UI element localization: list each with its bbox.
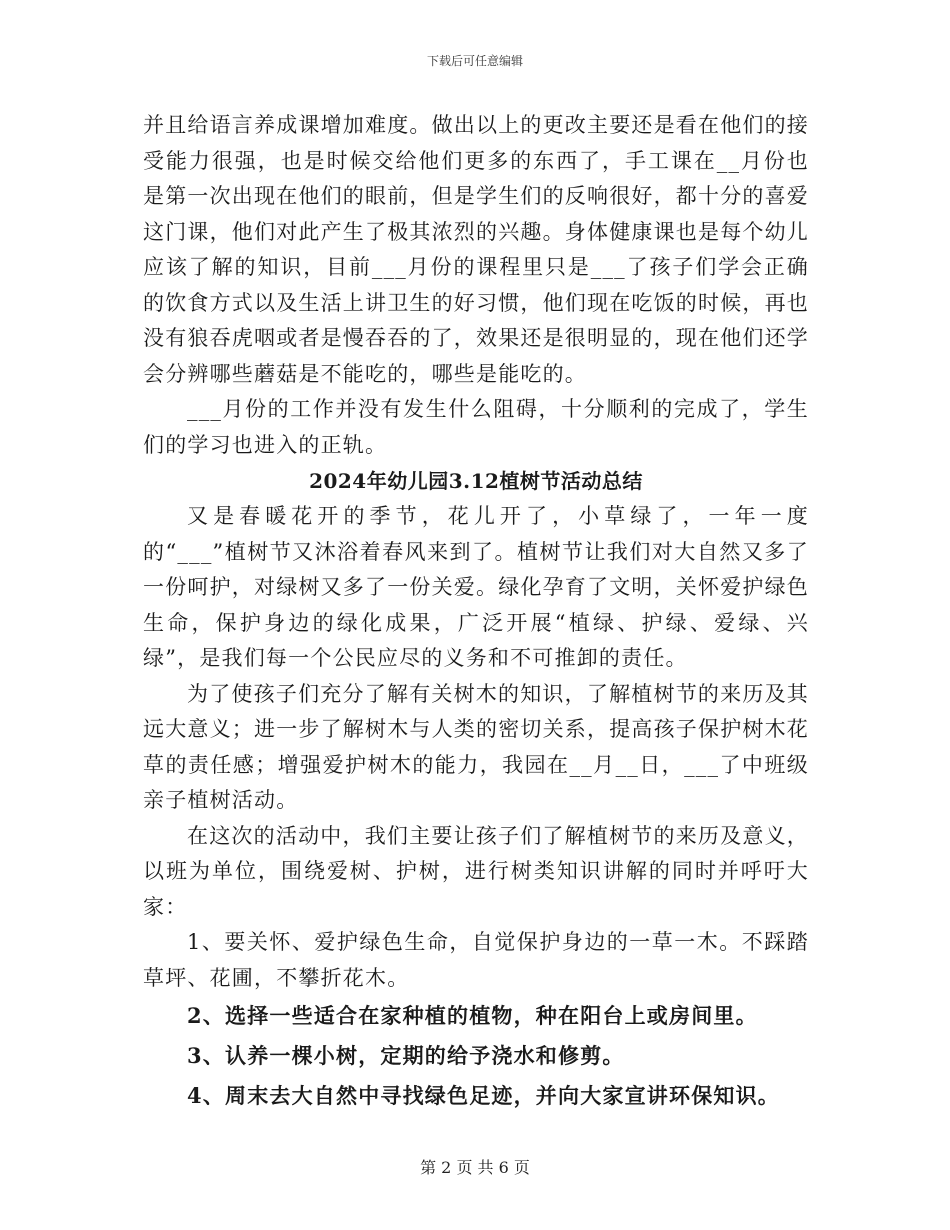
list-item: 3、认养一棵小树，定期的给予浇水和修剪。 (187, 1043, 625, 1068)
list-item: 2、选择一些适合在家种植的植物，种在阳台上或房间里。 (187, 1003, 758, 1028)
paragraph: 又是春暖花开的季节，花儿开了，小草绿了，一年一度的“___”植树节又沐浴着春风来到了。植树节让我们对大自然又多了一份呵护，对绿树又多了一份关爱。绿化孕育了文明，关怀爱护绿色生命，保护身边的绿化成果，广泛开展“植绿、护绿、爱绿、兴绿”，是我们每一个公民应尽的义务和不可推卸的责任。 (143, 504, 809, 670)
paragraph: 并且给语言养成课增加难度。做出以上的更改主要还是看在他们的接受能力很强，也是时候交给他们更多的东西了，手工课在__月份也是第一次出现在他们的眼前，但是学生们的反响很好，都十分的喜爱这门课，他们对此产生了极其浓烈的兴趣。身体健康课也是每个幼儿应该了解的知识，目前___月份的课程里只是___了孩子们学会正确的饮食方式以及生活上讲卫生的好习惯，他们现在吃饭的时候，再也没有狼吞虎咽或者是慢吞吞的了，效果还是很明显的，现在他们还学会分辨哪些蘑菇是不能吃的，哪些是能吃的。 (143, 113, 809, 386)
list-item: 1、要关怀、爱护绿色生命，自觉保护身边的一草一木。不踩踏草坪、花圃，不攀折花木。 (143, 930, 809, 990)
page-header: 下载后可任意编辑 (426, 54, 523, 68)
list-item: 4、周末去大自然中寻找绿色足迹，并向大家宣讲环保知识。 (187, 1083, 781, 1108)
section-title: 2024年幼儿园3.12植树节活动总结 (309, 469, 643, 493)
paragraph: 在这次的活动中，我们主要让孩子们了解植树节的来历及意义，以班为单位，围绕爱树、护树，进行树类知识讲解的同时并呼吁大家： (143, 823, 809, 919)
paragraph: ___月份的工作并没有发生什么阻碍，十分顺利的完成了，学生们的学习也进入的正轨。 (143, 397, 809, 457)
document-body (143, 108, 809, 1116)
paragraph: 为了使孩子们充分了解有关树木的知识，了解植树节的来历及其远大意义；进一步了解树木与人类的密切关系，提高孩子保护树木花草的责任感；增强爱护树木的能力，我园在__月__日，___了中班级亲子植树活动。 (143, 681, 809, 812)
page-footer: 第 2 页 共 6 页 (420, 1158, 530, 1177)
